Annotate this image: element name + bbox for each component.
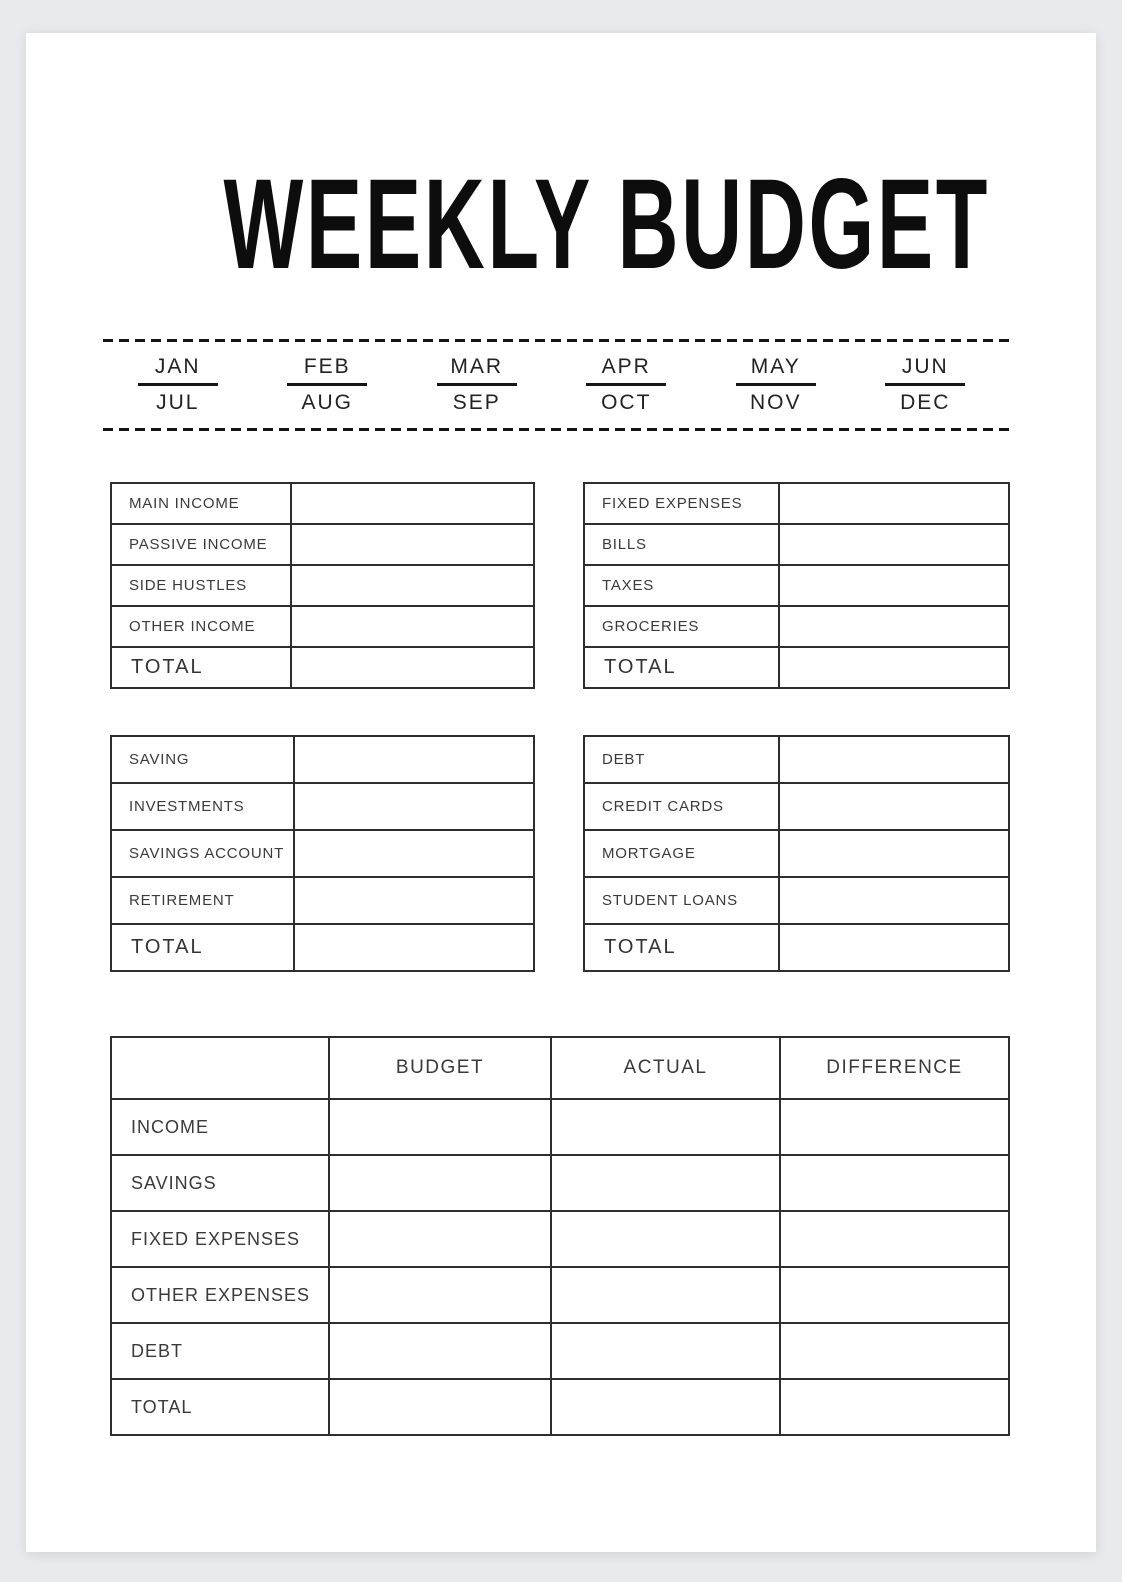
month-apr[interactable]: APR — [601, 355, 651, 378]
month-aug[interactable]: AUG — [301, 391, 353, 414]
month-underline — [586, 383, 666, 386]
month-jun[interactable]: JUN — [901, 355, 949, 378]
month-jul[interactable]: JUL — [156, 391, 200, 414]
value-cell[interactable] — [294, 736, 534, 783]
value-cell[interactable] — [291, 606, 534, 647]
row-label-other-income: OTHER INCOME — [111, 606, 291, 647]
value-cell[interactable] — [780, 1267, 1009, 1323]
row-label-fixed-expenses: FIXED EXPENSES — [584, 483, 779, 524]
column-header-difference: DIFFERENCE — [780, 1037, 1009, 1099]
row-label-mortgage: MORTGAGE — [584, 830, 779, 877]
value-cell[interactable] — [329, 1267, 551, 1323]
value-cell[interactable] — [291, 483, 534, 524]
month-underline — [287, 383, 367, 386]
month-underline — [138, 383, 218, 386]
debt-table — [583, 735, 1010, 972]
table-row — [584, 524, 1009, 565]
value-cell[interactable] — [329, 1099, 551, 1155]
table-row — [111, 830, 534, 877]
value-cell[interactable] — [329, 1323, 551, 1379]
table-row — [584, 877, 1009, 924]
value-cell[interactable] — [779, 924, 1009, 971]
value-cell[interactable] — [779, 524, 1009, 565]
value-cell[interactable] — [294, 877, 534, 924]
month-col-feb-aug — [253, 355, 403, 415]
value-cell[interactable] — [551, 1379, 780, 1435]
table-row — [111, 524, 534, 565]
table-row — [111, 483, 534, 524]
month-selector — [103, 339, 1010, 431]
month-col-jun-dec — [851, 355, 1001, 415]
table-row — [584, 783, 1009, 830]
row-label-saving: SAVING — [111, 736, 294, 783]
summary-row-other-expenses — [111, 1267, 1009, 1323]
row-label-total: TOTAL — [584, 924, 779, 971]
value-cell[interactable] — [329, 1379, 551, 1435]
row-label-fixed-expenses: FIXED EXPENSES — [111, 1211, 329, 1267]
value-cell[interactable] — [551, 1099, 780, 1155]
row-label-income: INCOME — [111, 1099, 329, 1155]
value-cell[interactable] — [329, 1155, 551, 1211]
savings-table — [110, 735, 535, 972]
table-row — [111, 565, 534, 606]
summary-row-total — [111, 1379, 1009, 1435]
row-label-total: TOTAL — [111, 647, 291, 688]
table-row — [584, 483, 1009, 524]
row-label-savings-account: SAVINGS ACCOUNT — [111, 830, 294, 877]
table-row — [111, 877, 534, 924]
value-cell[interactable] — [779, 783, 1009, 830]
table-row — [111, 736, 534, 783]
table-row — [584, 565, 1009, 606]
summary-row-fixed-expenses — [111, 1211, 1009, 1267]
value-cell[interactable] — [779, 647, 1009, 688]
month-underline — [736, 383, 816, 386]
row-label-bills: BILLS — [584, 524, 779, 565]
month-jan[interactable]: JAN — [154, 355, 201, 378]
month-may[interactable]: MAY — [750, 355, 801, 378]
month-sep[interactable]: SEP — [452, 391, 501, 414]
value-cell[interactable] — [779, 483, 1009, 524]
value-cell[interactable] — [294, 783, 534, 830]
value-cell[interactable] — [780, 1211, 1009, 1267]
value-cell[interactable] — [779, 736, 1009, 783]
summary-table — [110, 1036, 1010, 1436]
fixed-expenses-table — [583, 482, 1010, 689]
summary-row-savings — [111, 1155, 1009, 1211]
value-cell[interactable] — [780, 1155, 1009, 1211]
page-title: WEEKLY BUDGET — [223, 153, 991, 296]
table-row — [584, 647, 1009, 688]
value-cell[interactable] — [551, 1155, 780, 1211]
row-label-savings: SAVINGS — [111, 1155, 329, 1211]
planner-page — [26, 33, 1096, 1552]
month-underline — [437, 383, 517, 386]
dashed-divider-bottom — [103, 428, 1010, 431]
row-label-total: TOTAL — [111, 924, 294, 971]
value-cell[interactable] — [329, 1211, 551, 1267]
row-label-debt: DEBT — [584, 736, 779, 783]
month-dec[interactable]: DEC — [900, 391, 951, 414]
summary-corner-cell — [111, 1037, 329, 1099]
column-header-budget: BUDGET — [329, 1037, 551, 1099]
value-cell[interactable] — [551, 1211, 780, 1267]
value-cell[interactable] — [291, 524, 534, 565]
page-title-wrap — [26, 155, 1096, 296]
row-label-investments: INVESTMENTS — [111, 783, 294, 830]
value-cell[interactable] — [551, 1267, 780, 1323]
value-cell[interactable] — [780, 1099, 1009, 1155]
table-row — [584, 736, 1009, 783]
month-col-jan-jul — [103, 355, 253, 415]
value-cell[interactable] — [779, 606, 1009, 647]
row-label-total: TOTAL — [584, 647, 779, 688]
table-row — [584, 924, 1009, 971]
row-label-debt: DEBT — [111, 1323, 329, 1379]
month-underline — [885, 383, 965, 386]
value-cell[interactable] — [294, 924, 534, 971]
table-row — [111, 924, 534, 971]
value-cell[interactable] — [780, 1323, 1009, 1379]
value-cell[interactable] — [291, 565, 534, 606]
value-cell[interactable] — [291, 647, 534, 688]
month-feb[interactable]: FEB — [303, 355, 351, 378]
row-label-student-loans: STUDENT LOANS — [584, 877, 779, 924]
row-label-other-expenses: OTHER EXPENSES — [111, 1267, 329, 1323]
table-row — [111, 647, 534, 688]
month-col-mar-sep — [402, 355, 552, 415]
value-cell[interactable] — [779, 830, 1009, 877]
row-label-credit-cards: CREDIT CARDS — [584, 783, 779, 830]
month-mar[interactable]: MAR — [450, 355, 504, 378]
value-cell[interactable] — [294, 830, 534, 877]
summary-row-debt — [111, 1323, 1009, 1379]
row-label-side-hustles: SIDE HUSTLES — [111, 565, 291, 606]
row-label-retirement: RETIREMENT — [111, 877, 294, 924]
row-label-taxes: TAXES — [584, 565, 779, 606]
row-label-groceries: GROCERIES — [584, 606, 779, 647]
row-label-total: TOTAL — [111, 1379, 329, 1435]
table-row — [584, 606, 1009, 647]
table-row — [584, 830, 1009, 877]
month-nov[interactable]: NOV — [749, 391, 802, 414]
row-label-main-income: MAIN INCOME — [111, 483, 291, 524]
income-table — [110, 482, 535, 689]
row-label-passive-income: PASSIVE INCOME — [111, 524, 291, 565]
column-header-actual: ACTUAL — [551, 1037, 780, 1099]
table-row — [111, 606, 534, 647]
month-oct[interactable]: OCT — [601, 391, 652, 414]
value-cell[interactable] — [779, 877, 1009, 924]
value-cell[interactable] — [551, 1323, 780, 1379]
value-cell[interactable] — [779, 565, 1009, 606]
value-cell[interactable] — [780, 1379, 1009, 1435]
summary-row-income — [111, 1099, 1009, 1155]
table-row — [111, 783, 534, 830]
summary-header-row — [111, 1037, 1009, 1099]
month-col-apr-oct — [552, 355, 702, 415]
month-col-may-nov — [701, 355, 851, 415]
month-row — [103, 342, 1010, 428]
